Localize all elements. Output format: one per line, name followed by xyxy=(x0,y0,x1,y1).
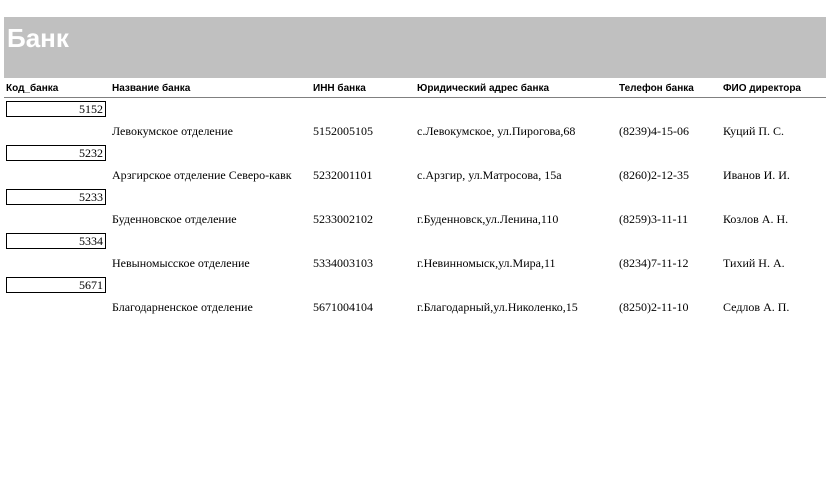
bank-inn: 5152005105 xyxy=(313,124,373,138)
bank-address: с.Левокумское, ул.Пирогова,68 xyxy=(417,124,576,138)
column-header-inn: ИНН банка xyxy=(313,83,366,94)
table-row xyxy=(0,145,829,189)
bank-director: Тихий Н. А. xyxy=(723,256,785,270)
bank-code-field[interactable]: 5152 xyxy=(6,101,106,117)
bank-name: Арзгирское отделение Северо-кавк xyxy=(112,168,292,182)
bank-code-field[interactable]: 5233 xyxy=(6,189,106,205)
bank-code-field[interactable]: 5334 xyxy=(6,233,106,249)
column-header-row xyxy=(0,82,829,98)
bank-phone: (8239)4-15-06 xyxy=(619,124,689,138)
bank-name: Левокумское отделение xyxy=(112,124,233,138)
bank-name: Невыномысское отделение xyxy=(112,256,250,270)
bank-code-field[interactable]: 5232 xyxy=(6,145,106,161)
column-header-director: ФИО директора xyxy=(723,83,801,94)
bank-address: г.Буденновск,ул.Ленина,110 xyxy=(417,212,559,226)
bank-name: Благодарненское отделение xyxy=(112,300,253,314)
bank-code-field[interactable]: 5671 xyxy=(6,277,106,293)
bank-director: Иванов И. И. xyxy=(723,168,790,182)
bank-name: Буденновское отделение xyxy=(112,212,237,226)
bank-phone: (8234)7-11-12 xyxy=(619,256,689,270)
bank-director: Седлов А. П. xyxy=(723,300,790,314)
bank-address: г.Благодарный,ул.Николенко,15 xyxy=(417,300,578,314)
column-header-name: Название банка xyxy=(112,83,191,94)
bank-phone: (8260)2-12-35 xyxy=(619,168,689,182)
bank-address: с.Арзгир, ул.Матросова, 15а xyxy=(417,168,562,182)
bank-inn: 5232001101 xyxy=(313,168,373,182)
column-header-phone: Телефон банка xyxy=(619,83,694,94)
column-header-address: Юридический адрес банка xyxy=(417,83,550,94)
bank-phone: (8250)2-11-10 xyxy=(619,300,689,314)
table-row xyxy=(0,101,829,145)
bank-address: г.Невинномыск,ул.Мира,11 xyxy=(417,256,556,270)
column-header-code: Код_банка xyxy=(6,83,59,94)
table-row xyxy=(0,233,829,277)
report-title: Банк xyxy=(7,23,69,53)
bank-phone: (8259)3-11-11 xyxy=(619,212,689,226)
table-row xyxy=(0,189,829,233)
bank-inn: 5233002102 xyxy=(313,212,373,226)
bank-director: Козлов А. Н. xyxy=(723,212,789,226)
table-row xyxy=(0,277,829,321)
bank-inn: 5334003103 xyxy=(313,256,373,270)
bank-director: Куций П. С. xyxy=(723,124,785,138)
report-title-band xyxy=(4,17,826,78)
header-divider xyxy=(4,97,826,98)
bank-inn: 5671004104 xyxy=(313,300,373,314)
